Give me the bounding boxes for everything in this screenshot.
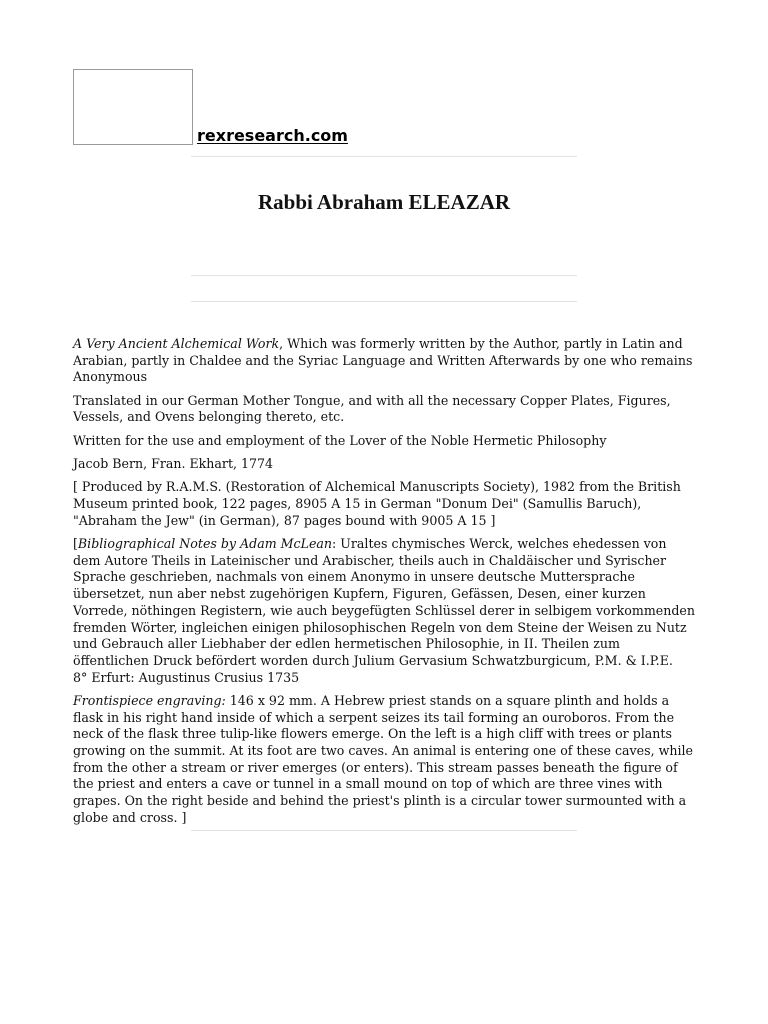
paragraph-frontispiece (73, 693, 695, 827)
paragraph-production: [ Produced by R.A.M.S. (Restoration of Alchemical Manuscripts Society), 1982 from the British Museum printed book, 122 pages, 8905 A 15 in German "Donum Dei" (Samullis Baruch), "Abraham the Jew" (in German), 87 pages bound with 9005 A 15 ] (73, 479, 681, 528)
page-title: Rabbi Abraham ELEAZAR (257, 190, 511, 214)
divider-bottom (191, 830, 577, 831)
site-link[interactable]: rexresearch.com (197, 126, 348, 145)
imprint-line: 8° Erfurt: Augustinus Crusius 1735 (73, 669, 300, 685)
header (73, 69, 695, 149)
notes-text: : Uraltes chymisches Werck, welches ehedessen von dem Autore Theils in Lateinischer und Arabischer, theils auch in Chaldäischer und Syrischer Sprache geschrieben, nachmals von einem Anonymo in unsere deutsche Muttersprache übersetzet, nun aber nebst zugehörigen Kupfern, Figuren, Gefässen, Desen, einer kurzen Vorrede, nöthingen Registern, wie auch beygefügten Schlüssel derer in selbigem vorkommenden fremden Wörter, ingleichen einigen philosophischen Regeln von dem Steine der Weisen zu Nutz und Gebrauch aller Liebhaber der edlen hermetischen Philosophie, in II. Theilen zum öffentlichen Druck befördert worden durch Julium Gervasium Schwatzburgicum, P.M. & I.P.E. (73, 536, 695, 668)
paragraph-purpose: Written for the use and employment of the Lover of the Noble Hermetic Philosophy (73, 432, 607, 448)
notes-label: Bibliographical Notes by Adam McLean (77, 536, 333, 551)
article-body (73, 336, 695, 833)
bracket-open: [ (73, 536, 78, 551)
frontispiece-label: Frontispiece engraving: (73, 692, 226, 708)
paragraph-publisher: Jacob Bern, Fran. Ekhart, 1774 (73, 456, 274, 471)
page-content (73, 69, 695, 825)
logo-image-placeholder[interactable] (73, 69, 193, 145)
frontispiece-text: 146 x 92 mm. A Hebrew priest stands on a square plinth and holds a flask in his right hand inside of which a serpent seizes its tail forming an ouroboros. From the neck of the flask three tulip-like flowers emerge. On the left is a high cliff with trees or plants growing on the summit. At its foot are two caves. An animal is entering one of these caves, while from the other a stream or river emerges (or enters). This stream passes beneath the figure of the priest and enters a cave or tunnel in a small mound on top of which are three vines with grapes. On the right beside and behind the priest's plinth is a circular tower surmounted with a globe and cross. ] (73, 692, 693, 825)
divider-middle-1 (191, 275, 577, 276)
intro-text: , Which was formerly written by the Author, partly in Latin and Arabian, partly in Chaldee and the Syriac Language and Written Afterwards by one who remains Anonymous (73, 336, 693, 385)
paragraph-translation: Translated in our German Mother Tongue, and with all the necessary Copper Plates, Figures, Vessels, and Ovens belonging thereto, etc. (73, 392, 671, 425)
paragraph-intro (73, 336, 695, 386)
work-title: A Very Ancient Alchemical Work (73, 336, 280, 351)
divider-middle-2 (191, 301, 577, 302)
paragraph-bibliographical-notes (73, 536, 695, 686)
divider-top (191, 156, 577, 157)
